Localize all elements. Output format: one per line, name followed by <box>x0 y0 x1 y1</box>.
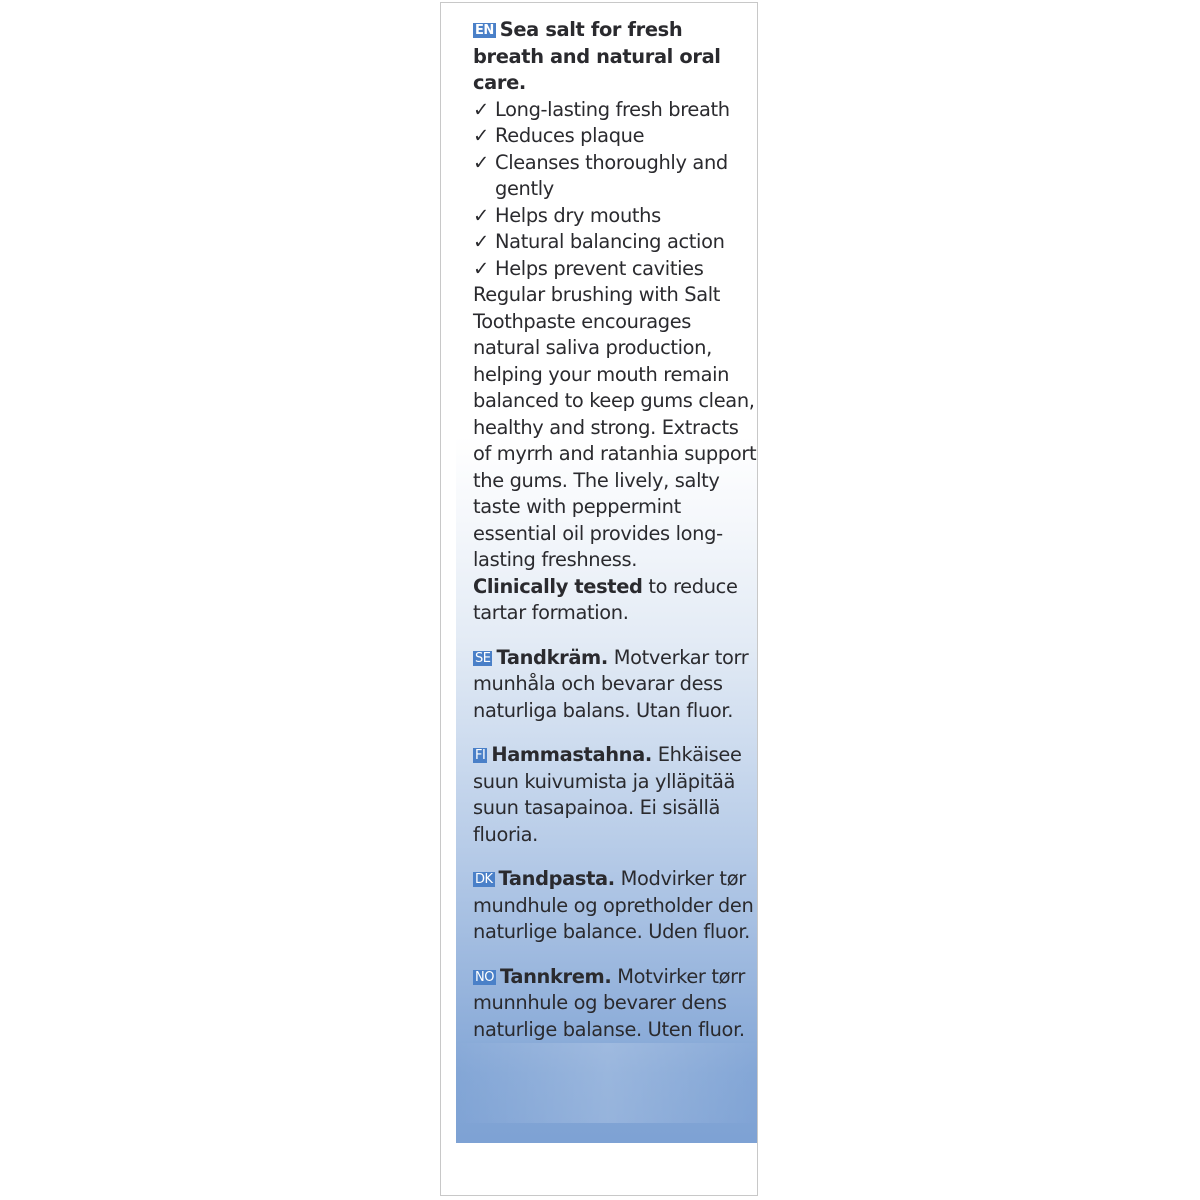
benefit-text: Natural balancing action <box>495 230 725 253</box>
clinical-tested-text: to reduce tartar formation. <box>473 574 738 624</box>
benefit-text: Long-lasting fresh breath <box>495 97 730 121</box>
en-body-text: Regular brushing with Salt Toothpaste encourages natural saliva production, helping your mouth remain balanced to keep gums clean, healthy and strong. Extracts of myrrh and ratanhia support the gums. The lively, salty taste with peppermint essential oil provides long-lasting freshness. <box>473 283 757 571</box>
checkmark-icon: ✓ <box>473 97 489 121</box>
benefit-item <box>473 229 757 256</box>
benefit-item <box>473 150 757 203</box>
language-tag-en: EN <box>475 23 494 38</box>
benefit-text: Reduces plaque <box>495 124 645 147</box>
section-dk <box>473 866 757 946</box>
checkmark-icon: ✓ <box>473 256 489 280</box>
language-tag-no: NO <box>475 969 494 985</box>
checkmark-icon: ✓ <box>473 230 489 253</box>
benefit-item <box>473 123 757 150</box>
checkmark-icon: ✓ <box>473 124 489 147</box>
no-text: Motvirker tørr munnhule og bevarer dens naturlige balanse. Uten fluor. <box>473 964 746 1041</box>
benefit-item <box>473 203 757 230</box>
product-label-panel <box>440 2 758 1196</box>
checkmark-icon: ✓ <box>473 150 489 174</box>
section-se <box>473 645 757 725</box>
se-title: Tandkräm. <box>496 645 608 669</box>
section-en <box>473 17 757 627</box>
benefit-item <box>473 256 757 283</box>
language-tag-dk: DK <box>475 872 493 887</box>
benefit-item <box>473 97 757 124</box>
en-heading-text: Sea salt for fresh breath and natural oral care. <box>473 18 721 94</box>
fi-title: Hammastahna. <box>491 743 652 766</box>
section-fi <box>473 742 757 848</box>
benefit-text: Helps dry mouths <box>495 203 661 227</box>
label-text <box>473 17 757 1043</box>
section-no <box>473 964 757 1044</box>
benefits-list <box>473 97 757 283</box>
cloud-wisp <box>456 1043 758 1083</box>
dk-title: Tandpasta. <box>498 867 615 890</box>
en-heading <box>473 17 757 97</box>
benefit-text: Helps prevent cavities <box>495 256 704 280</box>
clinical-tested-label: Clinically tested <box>473 574 643 598</box>
cloud-wisp <box>456 1083 758 1123</box>
dk-text: Modvirker tør mundhule og opretholder den naturlige balance. Uden fluor. <box>473 867 754 943</box>
en-clinical-note <box>473 574 757 627</box>
no-title: Tannkrem. <box>499 964 612 988</box>
benefit-text: Cleanses thoroughly and gently <box>495 150 728 200</box>
language-tag-se: SE <box>475 650 491 666</box>
checkmark-icon: ✓ <box>473 203 489 227</box>
language-tag-fi: FI <box>475 748 486 763</box>
fi-text: Ehkäisee suun kuivumista ja ylläpitää suun tasapainoa. Ei sisällä fluoria. <box>473 743 742 846</box>
se-text: Motverkar torr munhåla och bevarar dess naturliga balans. Utan fluor. <box>473 645 749 722</box>
